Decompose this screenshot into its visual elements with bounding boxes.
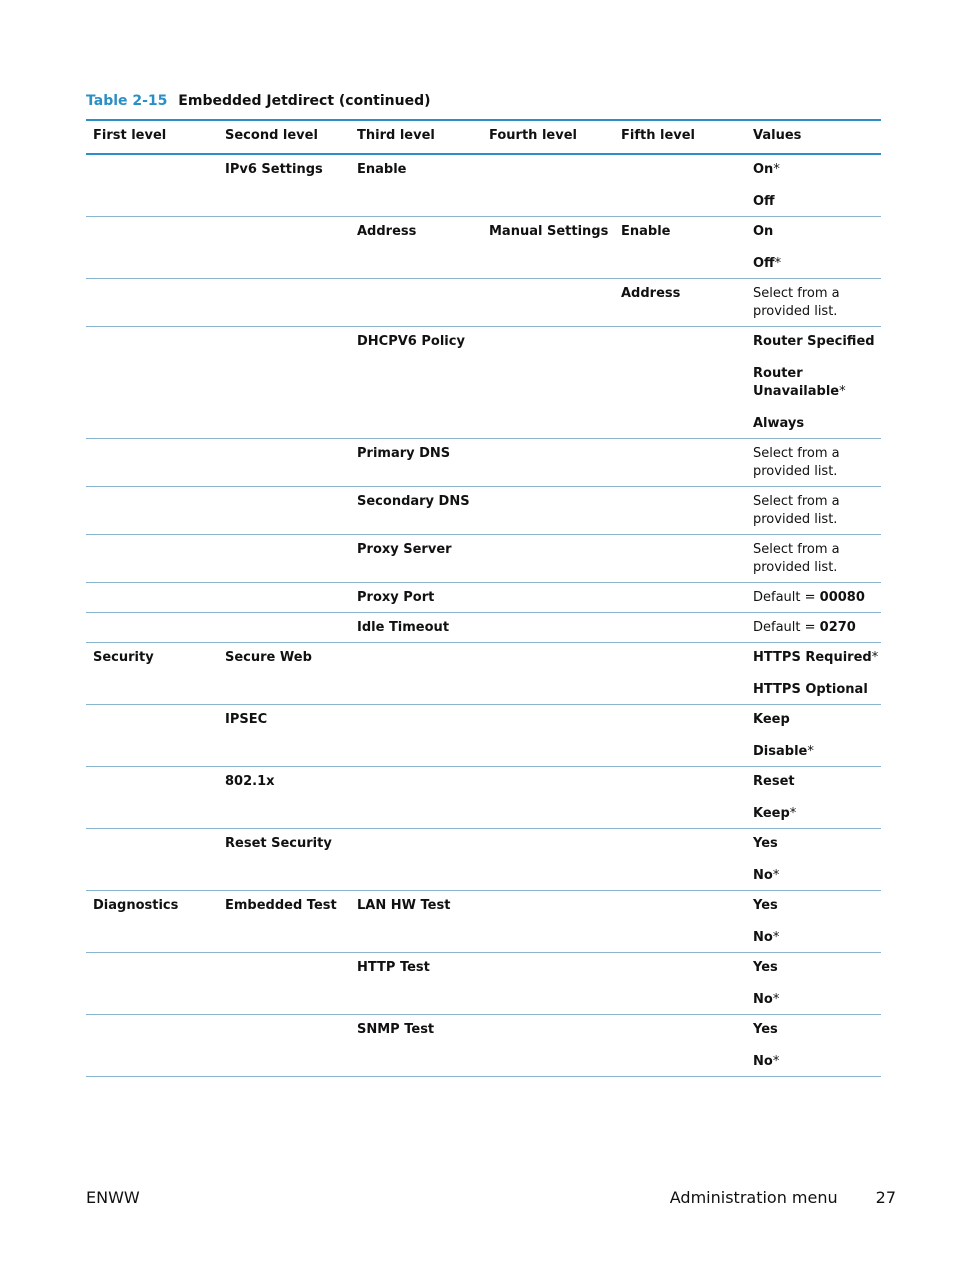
value-label: Yes bbox=[753, 960, 778, 975]
value-option bbox=[753, 619, 881, 637]
cell-fourth-level bbox=[482, 953, 614, 1015]
value-label: Off bbox=[753, 194, 775, 209]
cell-values bbox=[746, 279, 881, 327]
value-option bbox=[753, 193, 881, 211]
cell-values bbox=[746, 327, 881, 439]
value-label: No bbox=[753, 1054, 773, 1069]
cell-first-level bbox=[86, 327, 218, 439]
table-row bbox=[86, 829, 881, 891]
cell-third-level: Primary DNS bbox=[350, 439, 482, 487]
cell-first-level bbox=[86, 535, 218, 583]
cell-third-level: LAN HW Test bbox=[350, 891, 482, 953]
value-option bbox=[753, 333, 881, 351]
cell-fifth-level bbox=[614, 535, 746, 583]
value-label: On bbox=[753, 162, 774, 177]
value-label: Router Unavailable bbox=[753, 366, 840, 399]
value-prefix: Default = bbox=[753, 590, 820, 605]
default-marker: * bbox=[772, 930, 780, 945]
cell-fourth-level bbox=[482, 1015, 614, 1077]
cell-third-level: Proxy Port bbox=[350, 583, 482, 613]
cell-second-level: Reset Security bbox=[218, 829, 350, 891]
header-fifth-level: Fifth level bbox=[614, 120, 746, 154]
header-first-level: First level bbox=[86, 120, 218, 154]
cell-second-level bbox=[218, 953, 350, 1015]
cell-fourth-level bbox=[482, 583, 614, 613]
default-marker: * bbox=[871, 650, 879, 665]
cell-fifth-level bbox=[614, 953, 746, 1015]
cell-fourth-level: Manual Settings bbox=[482, 217, 614, 279]
table-caption bbox=[86, 93, 431, 109]
value-option bbox=[753, 589, 881, 607]
value-label: Always bbox=[753, 416, 805, 431]
header-values: Values bbox=[746, 120, 881, 154]
value-label: Select from a provided list. bbox=[753, 494, 840, 527]
cell-fourth-level bbox=[482, 891, 614, 953]
cell-second-level: Embedded Test bbox=[218, 891, 350, 953]
cell-fourth-level bbox=[482, 154, 614, 217]
cell-fourth-level bbox=[482, 767, 614, 829]
cell-fifth-level bbox=[614, 643, 746, 705]
cell-values bbox=[746, 829, 881, 891]
cell-values bbox=[746, 643, 881, 705]
table-row bbox=[86, 327, 881, 439]
table-row bbox=[86, 217, 881, 279]
cell-first-level bbox=[86, 279, 218, 327]
table-row bbox=[86, 767, 881, 829]
value-label: Off bbox=[753, 256, 775, 271]
cell-third-level: Enable bbox=[350, 154, 482, 217]
table-number: Table 2-15 bbox=[86, 93, 168, 109]
cell-first-level bbox=[86, 1015, 218, 1077]
value-label: Yes bbox=[753, 1022, 778, 1037]
cell-second-level: IPSEC bbox=[218, 705, 350, 767]
cell-first-level bbox=[86, 953, 218, 1015]
cell-first-level: Security bbox=[86, 643, 218, 705]
value-label: 00080 bbox=[819, 590, 865, 605]
value-label: No bbox=[753, 930, 773, 945]
footer-left: ENWW bbox=[86, 1188, 140, 1207]
value-label: Disable bbox=[753, 744, 808, 759]
cell-third-level: Proxy Server bbox=[350, 535, 482, 583]
cell-fifth-level bbox=[614, 613, 746, 643]
value-option bbox=[753, 897, 881, 915]
cell-first-level bbox=[86, 487, 218, 535]
header-second-level: Second level bbox=[218, 120, 350, 154]
cell-fourth-level bbox=[482, 439, 614, 487]
table-row bbox=[86, 535, 881, 583]
value-option bbox=[753, 255, 881, 273]
value-option bbox=[753, 415, 881, 433]
cell-values bbox=[746, 487, 881, 535]
cell-third-level: SNMP Test bbox=[350, 1015, 482, 1077]
value-label: Yes bbox=[753, 836, 778, 851]
footer-section: Administration menu bbox=[669, 1188, 838, 1207]
value-label: Select from a provided list. bbox=[753, 446, 840, 479]
value-label: HTTPS Required bbox=[753, 650, 872, 665]
cell-first-level bbox=[86, 767, 218, 829]
value-label: Router Specified bbox=[753, 334, 875, 349]
cell-fifth-level bbox=[614, 1015, 746, 1077]
cell-fifth-level bbox=[614, 583, 746, 613]
table-row bbox=[86, 613, 881, 643]
cell-fifth-level bbox=[614, 327, 746, 439]
value-prefix: Default = bbox=[753, 620, 820, 635]
cell-third-level bbox=[350, 829, 482, 891]
cell-second-level bbox=[218, 327, 350, 439]
value-label: No bbox=[753, 868, 773, 883]
value-option bbox=[753, 365, 881, 401]
cell-first-level bbox=[86, 154, 218, 217]
cell-third-level bbox=[350, 643, 482, 705]
cell-first-level bbox=[86, 583, 218, 613]
cell-fifth-level: Enable bbox=[614, 217, 746, 279]
cell-fifth-level bbox=[614, 705, 746, 767]
value-label: Select from a provided list. bbox=[753, 542, 840, 575]
cell-fourth-level bbox=[482, 829, 614, 891]
value-label: Reset bbox=[753, 774, 795, 789]
value-option bbox=[753, 1021, 881, 1039]
cell-second-level bbox=[218, 613, 350, 643]
table-body bbox=[86, 154, 881, 1077]
cell-second-level bbox=[218, 279, 350, 327]
cell-fifth-level bbox=[614, 829, 746, 891]
default-marker: * bbox=[772, 992, 780, 1007]
cell-fifth-level bbox=[614, 767, 746, 829]
cell-fifth-level bbox=[614, 487, 746, 535]
table-row bbox=[86, 487, 881, 535]
cell-third-level: HTTP Test bbox=[350, 953, 482, 1015]
cell-second-level bbox=[218, 583, 350, 613]
default-marker: * bbox=[839, 384, 846, 399]
cell-values bbox=[746, 1015, 881, 1077]
value-label: Select from a provided list. bbox=[753, 286, 840, 319]
value-option bbox=[753, 649, 881, 667]
cell-fifth-level bbox=[614, 439, 746, 487]
default-marker: * bbox=[789, 806, 797, 821]
cell-values bbox=[746, 535, 881, 583]
cell-values bbox=[746, 767, 881, 829]
table-row bbox=[86, 891, 881, 953]
cell-second-level bbox=[218, 1015, 350, 1077]
table-row bbox=[86, 1015, 881, 1077]
value-option bbox=[753, 223, 881, 241]
table-title: Embedded Jetdirect (continued) bbox=[178, 93, 431, 109]
table-row bbox=[86, 583, 881, 613]
value-option bbox=[753, 285, 881, 321]
table-row bbox=[86, 154, 881, 217]
cell-third-level: Idle Timeout bbox=[350, 613, 482, 643]
table-row bbox=[86, 439, 881, 487]
value-label: Yes bbox=[753, 898, 778, 913]
cell-fourth-level bbox=[482, 279, 614, 327]
value-option bbox=[753, 1053, 881, 1071]
value-option bbox=[753, 711, 881, 729]
cell-values bbox=[746, 439, 881, 487]
value-option bbox=[753, 493, 881, 529]
value-label: On bbox=[753, 224, 774, 239]
value-label: 0270 bbox=[819, 620, 856, 635]
cell-values bbox=[746, 613, 881, 643]
value-option bbox=[753, 805, 881, 823]
cell-first-level bbox=[86, 705, 218, 767]
cell-values bbox=[746, 583, 881, 613]
default-marker: * bbox=[774, 256, 782, 271]
cell-second-level: IPv6 Settings bbox=[218, 154, 350, 217]
value-option bbox=[753, 929, 881, 947]
cell-second-level bbox=[218, 487, 350, 535]
cell-third-level bbox=[350, 279, 482, 327]
value-option bbox=[753, 867, 881, 885]
cell-first-level bbox=[86, 613, 218, 643]
cell-first-level bbox=[86, 439, 218, 487]
cell-fourth-level bbox=[482, 705, 614, 767]
default-marker: * bbox=[807, 744, 814, 759]
default-marker: * bbox=[773, 162, 780, 177]
cell-third-level: DHCPV6 Policy bbox=[350, 327, 482, 439]
cell-third-level: Address bbox=[350, 217, 482, 279]
default-marker: * bbox=[772, 1054, 780, 1069]
cell-fifth-level bbox=[614, 154, 746, 217]
page-number: 27 bbox=[875, 1188, 896, 1207]
value-option bbox=[753, 835, 881, 853]
cell-fourth-level bbox=[482, 535, 614, 583]
value-option bbox=[753, 541, 881, 577]
table-row bbox=[86, 705, 881, 767]
table-row bbox=[86, 953, 881, 1015]
header-fourth-level: Fourth level bbox=[482, 120, 614, 154]
cell-fourth-level bbox=[482, 643, 614, 705]
cell-third-level bbox=[350, 767, 482, 829]
cell-fourth-level bbox=[482, 327, 614, 439]
cell-second-level bbox=[218, 217, 350, 279]
default-marker: * bbox=[772, 868, 780, 883]
value-option bbox=[753, 773, 881, 791]
menu-table bbox=[86, 119, 881, 1077]
footer-right bbox=[670, 1188, 896, 1207]
cell-values bbox=[746, 154, 881, 217]
table-row bbox=[86, 279, 881, 327]
cell-first-level: Diagnostics bbox=[86, 891, 218, 953]
value-option bbox=[753, 959, 881, 977]
cell-third-level: Secondary DNS bbox=[350, 487, 482, 535]
cell-values bbox=[746, 891, 881, 953]
header-row bbox=[86, 120, 881, 154]
cell-first-level bbox=[86, 829, 218, 891]
table-row bbox=[86, 643, 881, 705]
value-label: Keep bbox=[753, 712, 790, 727]
cell-second-level bbox=[218, 535, 350, 583]
value-option bbox=[753, 681, 881, 699]
value-option bbox=[753, 161, 881, 179]
cell-values bbox=[746, 217, 881, 279]
cell-fourth-level bbox=[482, 613, 614, 643]
value-label: No bbox=[753, 992, 773, 1007]
value-label: Keep bbox=[753, 806, 790, 821]
cell-fourth-level bbox=[482, 487, 614, 535]
value-option bbox=[753, 743, 881, 761]
value-label: HTTPS Optional bbox=[753, 682, 868, 697]
header-third-level: Third level bbox=[350, 120, 482, 154]
table-header bbox=[86, 120, 881, 154]
cell-fifth-level: Address bbox=[614, 279, 746, 327]
cell-values bbox=[746, 953, 881, 1015]
cell-first-level bbox=[86, 217, 218, 279]
cell-second-level: Secure Web bbox=[218, 643, 350, 705]
cell-values bbox=[746, 705, 881, 767]
cell-second-level: 802.1x bbox=[218, 767, 350, 829]
value-option bbox=[753, 991, 881, 1009]
cell-fifth-level bbox=[614, 891, 746, 953]
value-option bbox=[753, 445, 881, 481]
cell-third-level bbox=[350, 705, 482, 767]
cell-second-level bbox=[218, 439, 350, 487]
